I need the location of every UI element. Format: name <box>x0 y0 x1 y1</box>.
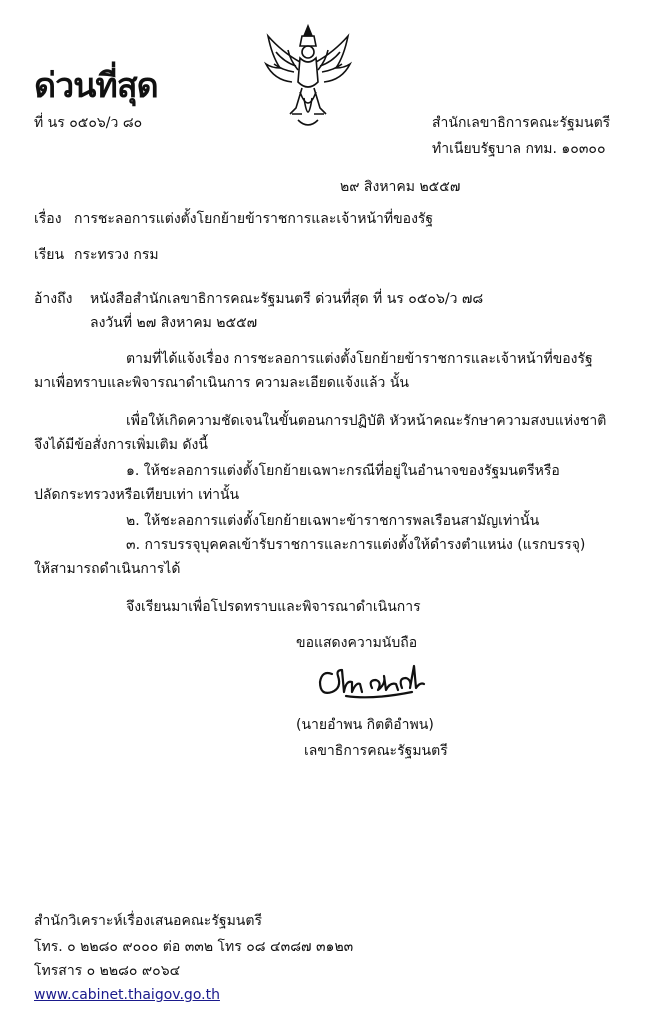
item-1-line-1: ๑. ให้ชะลอการแต่งตั้งโยกย้ายเฉพาะกรณีที่อยู่ในอำนาจของรัฐมนตรีหรือ <box>126 463 560 479</box>
paragraph-1-line-2: มาเพื่อทราบและพิจารณาดำเนินการ ความละเอียดแจ้งแล้ว นั้น <box>34 375 409 391</box>
signatory-title: เลขาธิการคณะรัฐมนตรี <box>304 743 448 759</box>
reference-line-1: หนังสือสำนักเลขาธิการคณะรัฐมนตรี ด่วนที่สุด ที่ นร ๐๕๐๖/ว ๗๘ <box>90 291 484 307</box>
footer-fax: โทรสาร ๐ ๒๒๘๐ ๙๐๖๔ <box>34 963 181 979</box>
paragraph-1-line-1: ตามที่ได้แจ้งเรื่อง การชะลอการแต่งตั้งโยกย้ายข้าราชการและเจ้าหน้าที่ของรัฐ <box>126 351 593 367</box>
recipient-label: เรียน <box>34 247 65 263</box>
item-2-line-1: ๒. ให้ชะลอการแต่งตั้งโยกย้ายเฉพาะข้าราชการพลเรือนสามัญเท่านั้น <box>126 513 540 529</box>
closing-request: จึงเรียนมาเพื่อโปรดทราบและพิจารณาดำเนินการ <box>126 599 421 615</box>
recipient-text: กระทรวง กรม <box>74 247 159 263</box>
office-name: สำนักเลขาธิการคณะรัฐมนตรี <box>432 115 611 131</box>
reference-label: อ้างถึง <box>34 291 73 307</box>
signatory-name: (นายอำพน กิตติอำพน) <box>296 717 434 733</box>
subject-text: การชะลอการแต่งตั้งโยกย้ายข้าราชการและเจ้าหน้าที่ของรัฐ <box>74 211 434 227</box>
subject-label: เรื่อง <box>34 211 62 227</box>
office-address: ทำเนียบรัฐบาล กทม. ๑๐๓๐๐ <box>432 141 606 157</box>
footer-department: สำนักวิเคราะห์เรื่องเสนอคณะรัฐมนตรี <box>34 913 262 929</box>
urgency-heading: ด่วนที่สุด <box>34 66 158 106</box>
document-number: ที่ นร ๐๕๐๖/ว ๘๐ <box>34 115 143 131</box>
paragraph-2-line-2: จึงได้มีข้อสั่งการเพิ่มเติม ดังนี้ <box>34 437 208 453</box>
footer-website-link[interactable]: www.cabinet.thaigov.go.th <box>34 987 220 1003</box>
handwritten-signature <box>312 652 432 708</box>
footer-phone: โทร. ๐ ๒๒๘๐ ๙๐๐๐ ต่อ ๓๓๒ โทร ๐๘ ๔๓๘๗ ๓๑๒๓ <box>34 939 354 955</box>
reference-line-2: ลงวันที่ ๒๗ สิงหาคม ๒๕๕๗ <box>90 315 258 331</box>
document-date: ๒๙ สิงหาคม ๒๕๕๗ <box>340 179 461 195</box>
garuda-emblem <box>262 22 354 134</box>
item-3-line-1: ๓. การบรรจุบุคคลเข้ารับราชการและการแต่งตั้งให้ดำรงตำแหน่ง (แรกบรรจุ) <box>126 537 586 553</box>
item-3-line-2: ให้สามารถดำเนินการได้ <box>34 561 181 577</box>
item-1-line-2: ปลัดกระทรวงหรือเทียบเท่า เท่านั้น <box>34 487 240 503</box>
closing-phrase: ขอแสดงความนับถือ <box>296 635 418 651</box>
paragraph-2-line-1: เพื่อให้เกิดความชัดเจนในขั้นตอนการปฏิบัติ หัวหน้าคณะรักษาความสงบแห่งชาติ <box>126 413 607 429</box>
